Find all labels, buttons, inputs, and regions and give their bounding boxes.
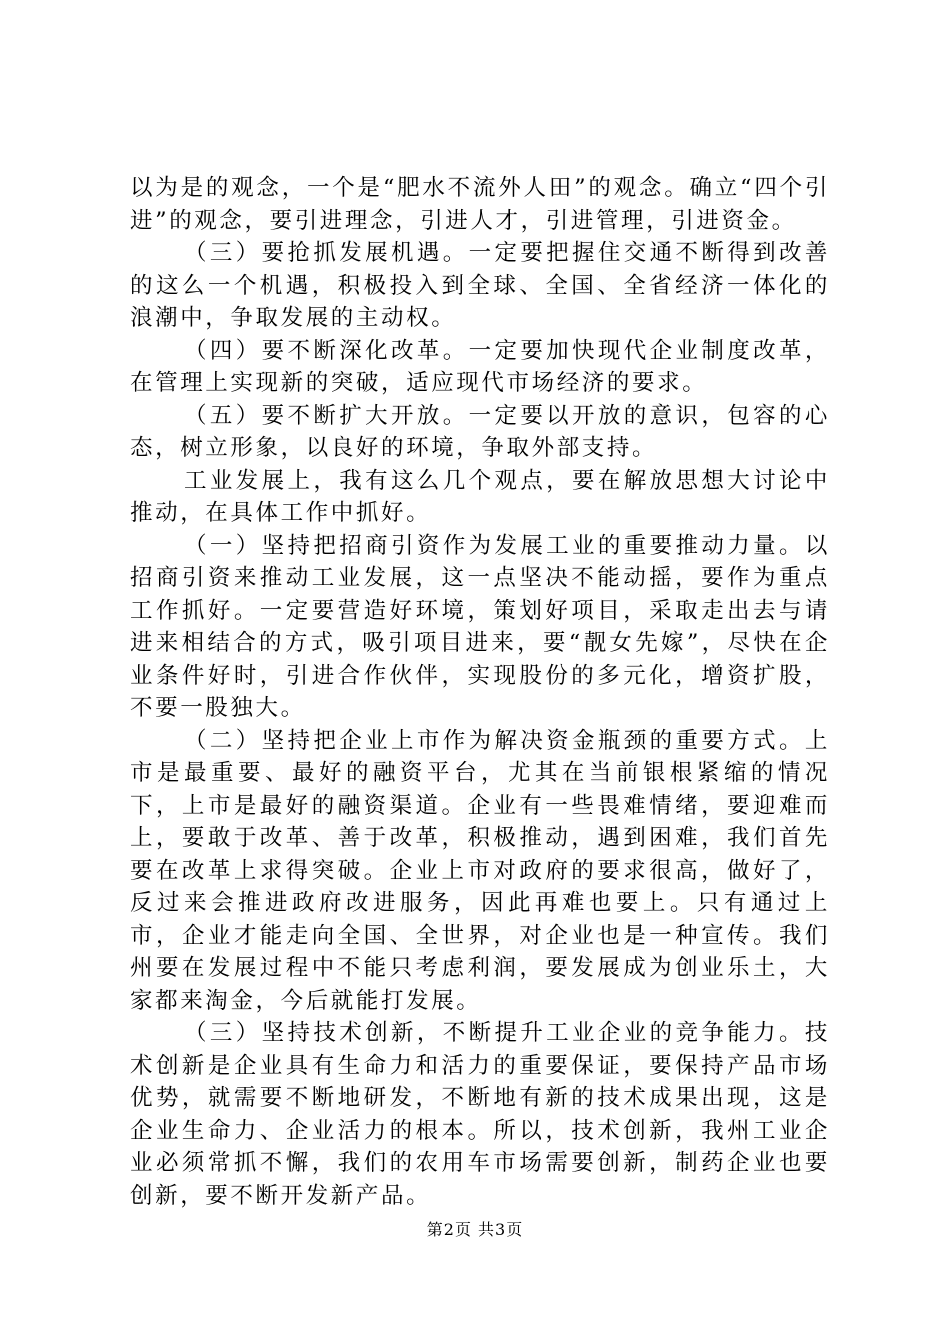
document-body	[130, 172, 830, 1212]
paragraph-4: （五）要不断扩大开放。一定要以开放的意识，包容的心态，树立形象，以良好的环境，争取外部支持。	[130, 402, 830, 461]
paragraph-8: （三）坚持技术创新，不断提升工业企业的竞争能力。技术创新是企业具有生命力和活力的重要保证，要保持产品市场优势，就需要不断地研发，不断地有新的技术成果出现，这是企业生命力、企业活力的根本。所以，技术创新，我州工业企业必须常抓不懈，我们的农用车市场需要创新，制药企业也要创新，要不断开发新产品。	[130, 1020, 830, 1209]
paragraph-6: （一）坚持把招商引资作为发展工业的重要推动力量。以招商引资来推动工业发展，这一点坚决不能动摇，要作为重点工作抓好。一定要营造好环境，策划好项目，采取走出去与请进来相结合的方式，吸引项目进来，要“靓女先嫁”，尽快在企业条件好时，引进合作伙伴，实现股份的多元化，增资扩股，不要一股独大。	[130, 532, 830, 721]
paragraph-3: （四）要不断深化改革。一定要加快现代企业制度改革，在管理上实现新的突破，适应现代市场经济的要求。	[130, 337, 830, 396]
paragraph-7: （二）坚持把企业上市作为解决资金瓶颈的重要方式。上市是最重要、最好的融资平台，尤其在当前银根紧缩的情况下，上市是最好的融资渠道。企业有一些畏难情绪，要迎难而上，要敢于改革、善于改革，积极推动，遇到困难，我们首先要在改革上求得突破。企业上市对政府的要求很高，做好了，反过来会推进政府改进服务，因此再难也要上。只有通过上市，企业才能走向全国、全世界，对企业也是一种宣传。我们州要在发展过程中不能只考虑利润，要发展成为创业乐土，大家都来淘金，今后就能打发展。	[130, 727, 830, 1014]
paragraph-1: 以为是的观念，一个是“肥水不流外人田”的观念。确立“四个引进”的观念，要引进理念，引进人才，引进管理，引进资金。	[130, 175, 830, 234]
paragraph-2: （三）要抢抓发展机遇。一定要把握住交通不断得到改善的这么一个机遇，积极投入到全球、全国、全省经济一体化的浪潮中，争取发展的主动权。	[130, 240, 830, 331]
paragraph-5: 工业发展上，我有这么几个观点，要在解放思想大讨论中推动，在具体工作中抓好。	[130, 467, 830, 526]
page-number-footer: 第2页 共3页	[426, 1220, 524, 1239]
